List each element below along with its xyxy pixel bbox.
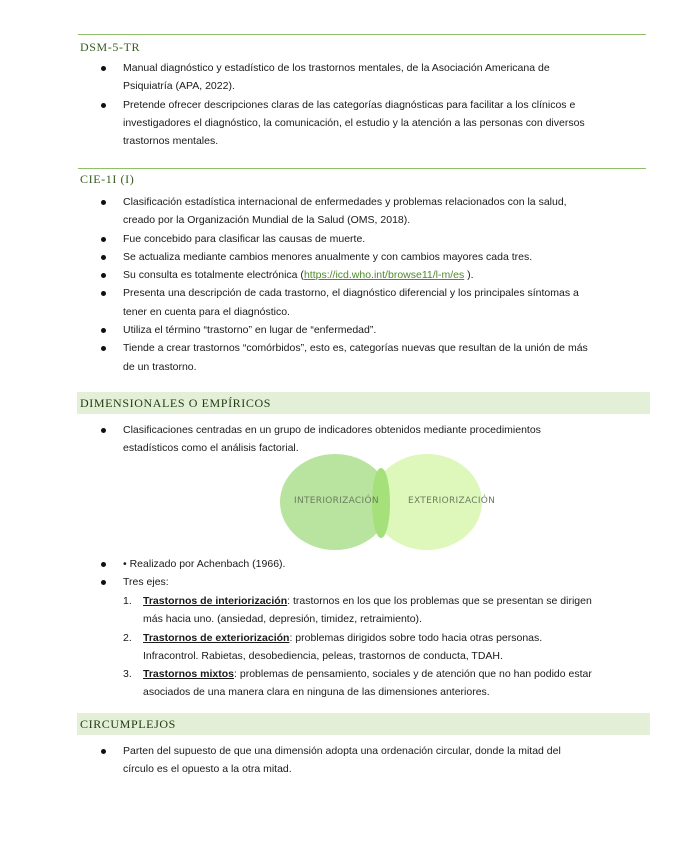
circumplejos-list [0,742,643,779]
term: Trastornos de interiorización [143,595,288,607]
section-title-cie: CIE-1I (I) [80,172,135,186]
text-line: Infracontrol. Rabietas, desobediencia, peleas, trastornos de conducta, TDAH. [143,649,503,662]
text-line: : problemas dirigidos sobre todo hacia otras personas. [289,631,543,644]
numbered-item [0,592,643,629]
section-header-band [77,713,650,735]
text-line: Se actualiza mediante cambios menores anualmente y con cambios mayores cada tres. [123,250,533,263]
section-rule [78,168,646,169]
bullet-icon [101,428,106,433]
bullet-icon [101,200,106,205]
text-line: Utiliza el término “trastorno” en lugar de “enfermedad”. [123,324,377,337]
list-item [0,248,643,266]
list-item [0,96,643,151]
venn-label-right: EXTERIORIZACIÓN [408,496,496,506]
text-line: círculo es el opuesto a la otra mitad. [123,763,292,776]
section-title-circumplejos: CIRCUMPLEJOS [80,717,176,731]
bullet-icon [101,328,106,333]
bullet-icon [101,562,106,567]
list-item [0,59,643,96]
text-line: Fue concebido para clasificar las causas de muerte. [123,232,366,245]
text-line: Clasificación estadística internacional de enfermedades y problemas relacionados con la salud, [123,196,567,208]
text-line: trastornos mentales. [123,135,219,148]
section-title-dimensional: DIMENSIONALES O EMPÍRICOS [80,396,272,410]
bullet-icon [101,291,106,296]
bullet-icon [101,580,106,585]
dimensional-list [0,421,643,458]
numbered-item [0,665,643,702]
item-number: 2. [123,631,132,644]
text-line: tener en cuenta para el diagnóstico. [123,305,290,318]
list-item [0,742,643,779]
bullet-icon [101,66,106,71]
text-line: Parten del supuesto de que una dimensión adopta una ordenación circular, donde la mitad del [123,745,561,757]
venn-diagram [280,454,496,554]
list-item [0,266,643,284]
bullet-icon [101,346,106,351]
list-item [0,573,643,591]
text-line: Tiende a crear trastornos “comórbidos”, esto es, categorías nuevas que resultan de la unión de más [123,342,588,355]
venn-label-left: INTERIORIZACIÓN [294,496,379,506]
dimensional-list-2 [0,555,643,592]
text-line: Psiquiatría (APA, 2022). [123,80,235,93]
dsm-list [0,59,643,150]
term: Trastornos mixtos [143,668,235,681]
text-line: Clasificaciones centradas en un grupo de indicadores obtenidos mediante procedimientos [123,424,541,436]
icd-link[interactable]: https://icd.who.int/browse11/l-m/es [303,269,465,282]
bullet-icon [101,749,106,754]
text-line: asociados de una manera clara en ninguna de las dimensiones anteriores. [143,686,490,699]
bullet-icon [101,237,106,242]
item-number: 1. [123,595,132,607]
numbered-item [0,629,643,666]
item-number: 3. [123,668,132,681]
cie-list [0,193,643,376]
term: Trastornos de exteriorización [143,631,290,644]
section-rule [78,34,646,35]
text-line: • Realizado por Achenbach (1966). [123,558,286,570]
list-item [0,230,643,248]
text-line: de un trastorno. [123,360,197,373]
axes-list [0,592,643,702]
list-item [0,284,643,321]
text-line: Pretende ofrecer descripciones claras de las categorías diagnósticas para facilitar a los clínicos e [123,98,576,111]
list-item [0,421,643,458]
consult-text-end: ). [464,269,474,282]
text-line: más hacia uno. (ansiedad, depresión, timidez, retraimiento). [143,613,422,626]
list-item [0,321,643,339]
text-line: : trastornos en los que los problemas que se presentan se dirigen [287,595,592,607]
text-line: investigadores el diagnóstico, la comunicación, el estudio y la atención a las personas con diversos [123,116,585,129]
text-line: estadísticos como el análisis factorial. [123,442,299,455]
text-line: Tres ejes: [123,576,169,589]
list-item [0,193,643,230]
list-item [0,555,643,573]
bullet-icon [101,103,106,108]
list-item [0,339,643,376]
section-header-band [77,392,650,414]
section-title-dsm: DSM-5-TR [80,40,141,54]
text-line: Manual diagnóstico y estadístico de los trastornos mentales, de la Asociación Americana de [123,62,550,74]
bullet-icon [101,273,106,278]
text-line: : problemas de pensamiento, sociales y de atención que no han podido estar [234,668,592,681]
text-line: Presenta una descripción de cada trastorno, el diagnóstico diferencial y los principales síntomas a [123,287,579,300]
consult-text: Su consulta es totalmente electrónica ( [123,269,304,282]
text-line: creado por la Organización Mundial de la Salud (OMS, 2018). [123,214,411,227]
bullet-icon [101,255,106,260]
